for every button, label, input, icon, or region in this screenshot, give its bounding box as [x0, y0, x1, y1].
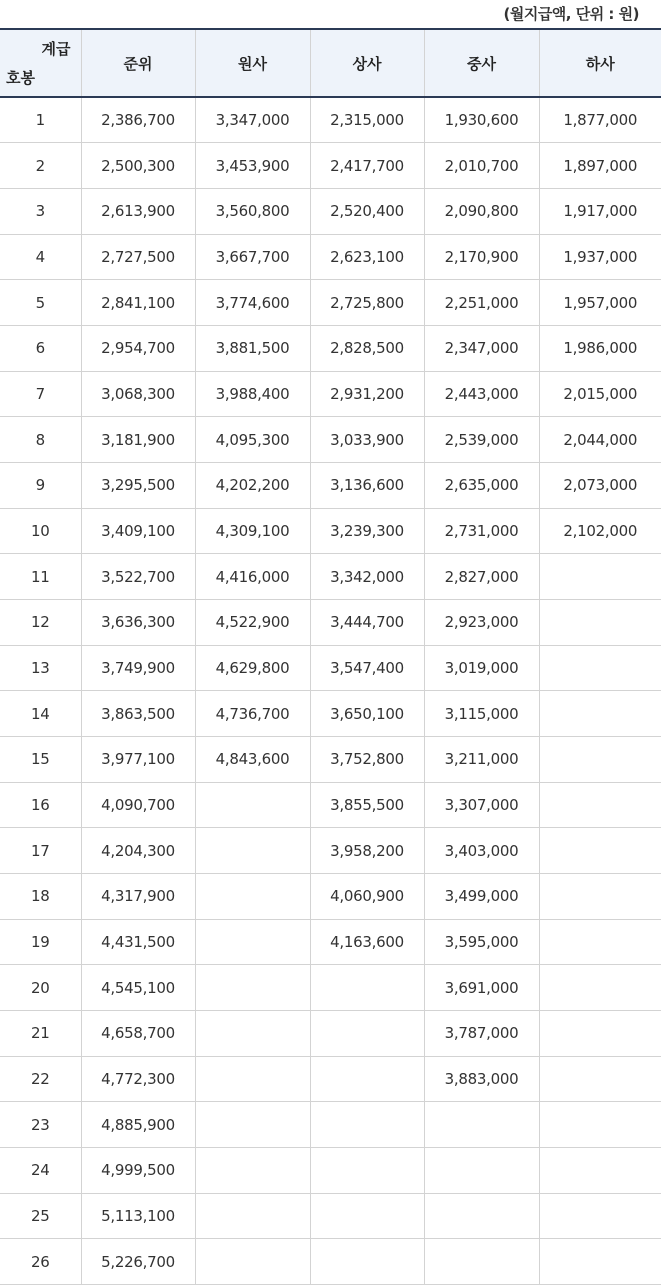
pay-cell [539, 1193, 661, 1239]
pay-cell: 1,937,000 [539, 234, 661, 280]
pay-cell: 3,522,700 [81, 554, 195, 600]
pay-cell [195, 782, 310, 828]
table-row [0, 143, 661, 189]
pay-cell: 2,010,700 [424, 143, 539, 189]
step-cell: 11 [0, 554, 81, 600]
pay-cell [195, 1102, 310, 1148]
pay-cell: 4,416,000 [195, 554, 310, 600]
pay-cell: 2,635,000 [424, 462, 539, 508]
table-row [0, 417, 661, 463]
pay-cell: 3,547,400 [310, 645, 424, 691]
step-cell: 8 [0, 417, 81, 463]
rank-header-warrant-officer: 준위 [81, 29, 195, 97]
step-cell: 3 [0, 188, 81, 234]
step-cell: 15 [0, 736, 81, 782]
pay-cell: 2,539,000 [424, 417, 539, 463]
pay-cell: 3,136,600 [310, 462, 424, 508]
pay-cell: 1,877,000 [539, 97, 661, 143]
rank-header-sergeant: 하사 [539, 29, 661, 97]
pay-cell: 4,431,500 [81, 919, 195, 965]
pay-cell: 3,774,600 [195, 280, 310, 326]
pay-cell: 4,999,500 [81, 1147, 195, 1193]
pay-cell: 3,977,100 [81, 736, 195, 782]
pay-cell: 2,923,000 [424, 599, 539, 645]
pay-cell: 5,113,100 [81, 1193, 195, 1239]
pay-cell: 4,060,900 [310, 873, 424, 919]
pay-cell: 3,787,000 [424, 1010, 539, 1056]
rank-header-staff-sergeant: 중사 [424, 29, 539, 97]
pay-cell: 3,560,800 [195, 188, 310, 234]
pay-cell [539, 645, 661, 691]
pay-cell: 3,239,300 [310, 508, 424, 554]
pay-cell [539, 1010, 661, 1056]
pay-cell: 4,843,600 [195, 736, 310, 782]
table-row [0, 873, 661, 919]
pay-cell: 3,752,800 [310, 736, 424, 782]
table-row [0, 1193, 661, 1239]
step-cell: 14 [0, 691, 81, 737]
pay-cell [539, 828, 661, 874]
step-cell: 23 [0, 1102, 81, 1148]
pay-cell: 3,033,900 [310, 417, 424, 463]
pay-cell: 2,386,700 [81, 97, 195, 143]
step-cell: 16 [0, 782, 81, 828]
pay-cell: 3,403,000 [424, 828, 539, 874]
pay-cell: 1,930,600 [424, 97, 539, 143]
pay-cell: 3,883,000 [424, 1056, 539, 1102]
pay-cell: 3,295,500 [81, 462, 195, 508]
pay-cell: 2,731,000 [424, 508, 539, 554]
table-row [0, 325, 661, 371]
pay-cell [424, 1239, 539, 1285]
pay-cell: 2,727,500 [81, 234, 195, 280]
pay-cell: 2,044,000 [539, 417, 661, 463]
step-cell: 18 [0, 873, 81, 919]
step-cell: 12 [0, 599, 81, 645]
table-header [0, 29, 661, 97]
table-row [0, 919, 661, 965]
pay-cell [539, 691, 661, 737]
step-cell: 19 [0, 919, 81, 965]
pay-cell: 4,090,700 [81, 782, 195, 828]
step-cell: 2 [0, 143, 81, 189]
corner-header-cell [0, 29, 81, 97]
pay-cell: 2,347,000 [424, 325, 539, 371]
step-cell: 24 [0, 1147, 81, 1193]
pay-cell: 3,881,500 [195, 325, 310, 371]
pay-cell [195, 1147, 310, 1193]
pay-cell: 2,015,000 [539, 371, 661, 417]
pay-cell: 2,841,100 [81, 280, 195, 326]
pay-cell: 2,417,700 [310, 143, 424, 189]
pay-cell: 2,828,500 [310, 325, 424, 371]
pay-cell [539, 965, 661, 1011]
table-row [0, 188, 661, 234]
pay-cell: 2,073,000 [539, 462, 661, 508]
pay-cell: 2,500,300 [81, 143, 195, 189]
table-row [0, 462, 661, 508]
pay-cell: 1,986,000 [539, 325, 661, 371]
pay-cell: 3,691,000 [424, 965, 539, 1011]
pay-cell [310, 1239, 424, 1285]
pay-cell: 3,068,300 [81, 371, 195, 417]
pay-cell: 1,917,000 [539, 188, 661, 234]
table-row [0, 782, 661, 828]
pay-cell: 4,204,300 [81, 828, 195, 874]
table-row [0, 1056, 661, 1102]
pay-cell: 4,202,200 [195, 462, 310, 508]
pay-cell: 3,667,700 [195, 234, 310, 280]
pay-cell [539, 782, 661, 828]
unit-note: (월지급액, 단위 : 원) [503, 5, 639, 23]
step-cell: 7 [0, 371, 81, 417]
pay-cell [195, 1010, 310, 1056]
step-cell: 4 [0, 234, 81, 280]
pay-cell [539, 736, 661, 782]
pay-cell: 3,499,000 [424, 873, 539, 919]
table-row [0, 965, 661, 1011]
table-row [0, 1239, 661, 1285]
pay-cell [539, 599, 661, 645]
pay-cell: 2,170,900 [424, 234, 539, 280]
table-row [0, 1147, 661, 1193]
header-row [0, 29, 661, 97]
pay-cell: 2,954,700 [81, 325, 195, 371]
pay-cell: 3,958,200 [310, 828, 424, 874]
pay-cell: 3,749,900 [81, 645, 195, 691]
step-cell: 5 [0, 280, 81, 326]
step-cell: 6 [0, 325, 81, 371]
table-row [0, 691, 661, 737]
pay-cell: 4,545,100 [81, 965, 195, 1011]
pay-cell [195, 828, 310, 874]
pay-cell: 1,957,000 [539, 280, 661, 326]
pay-cell [195, 1056, 310, 1102]
pay-cell: 3,347,000 [195, 97, 310, 143]
pay-cell: 3,988,400 [195, 371, 310, 417]
pay-cell: 4,885,900 [81, 1102, 195, 1148]
pay-cell: 4,163,600 [310, 919, 424, 965]
pay-cell: 3,019,000 [424, 645, 539, 691]
table-row [0, 736, 661, 782]
pay-cell [310, 1010, 424, 1056]
pay-cell: 4,658,700 [81, 1010, 195, 1056]
step-cell: 25 [0, 1193, 81, 1239]
pay-cell: 2,623,100 [310, 234, 424, 280]
step-cell: 13 [0, 645, 81, 691]
step-axis-label: 호봉 [6, 69, 35, 87]
pay-cell [539, 1102, 661, 1148]
pay-cell [539, 1056, 661, 1102]
pay-cell: 4,629,800 [195, 645, 310, 691]
table-row [0, 1010, 661, 1056]
pay-cell: 4,317,900 [81, 873, 195, 919]
pay-cell: 2,102,000 [539, 508, 661, 554]
rank-axis-label: 계급 [41, 40, 71, 58]
pay-cell [539, 919, 661, 965]
pay-cell: 2,251,000 [424, 280, 539, 326]
table-row [0, 1102, 661, 1148]
table-row [0, 508, 661, 554]
table-row [0, 371, 661, 417]
step-cell: 21 [0, 1010, 81, 1056]
pay-cell [539, 554, 661, 600]
pay-cell: 2,090,800 [424, 188, 539, 234]
table-row [0, 645, 661, 691]
pay-cell: 2,315,000 [310, 97, 424, 143]
step-cell: 26 [0, 1239, 81, 1285]
step-cell: 20 [0, 965, 81, 1011]
pay-cell: 3,453,900 [195, 143, 310, 189]
table-row [0, 828, 661, 874]
pay-cell: 2,931,200 [310, 371, 424, 417]
pay-cell: 3,444,700 [310, 599, 424, 645]
pay-cell [424, 1193, 539, 1239]
pay-cell: 3,115,000 [424, 691, 539, 737]
pay-cell: 3,855,500 [310, 782, 424, 828]
pay-cell: 2,613,900 [81, 188, 195, 234]
pay-cell: 4,309,100 [195, 508, 310, 554]
pay-cell [195, 1239, 310, 1285]
pay-cell: 3,409,100 [81, 508, 195, 554]
pay-cell: 3,181,900 [81, 417, 195, 463]
pay-cell [539, 1147, 661, 1193]
pay-cell: 4,736,700 [195, 691, 310, 737]
step-cell: 17 [0, 828, 81, 874]
pay-cell [424, 1147, 539, 1193]
pay-cell [195, 873, 310, 919]
pay-cell: 4,522,900 [195, 599, 310, 645]
pay-cell [424, 1102, 539, 1148]
pay-cell: 3,636,300 [81, 599, 195, 645]
step-cell: 1 [0, 97, 81, 143]
pay-cell [310, 965, 424, 1011]
table-body [0, 97, 661, 1284]
pay-cell: 1,897,000 [539, 143, 661, 189]
pay-cell: 3,307,000 [424, 782, 539, 828]
pay-cell: 3,650,100 [310, 691, 424, 737]
pay-cell: 3,342,000 [310, 554, 424, 600]
pay-cell: 4,772,300 [81, 1056, 195, 1102]
step-cell: 9 [0, 462, 81, 508]
rank-header-master-sergeant: 원사 [195, 29, 310, 97]
table-row [0, 554, 661, 600]
step-cell: 10 [0, 508, 81, 554]
pay-cell: 2,443,000 [424, 371, 539, 417]
pay-cell [195, 919, 310, 965]
pay-cell [310, 1056, 424, 1102]
pay-cell: 2,827,000 [424, 554, 539, 600]
pay-cell: 2,725,800 [310, 280, 424, 326]
pay-cell [310, 1147, 424, 1193]
table-row [0, 280, 661, 326]
rank-header-sergeant-first-class: 상사 [310, 29, 424, 97]
pay-cell: 3,595,000 [424, 919, 539, 965]
step-cell: 22 [0, 1056, 81, 1102]
pay-cell [310, 1102, 424, 1148]
pay-cell [539, 1239, 661, 1285]
pay-cell [195, 1193, 310, 1239]
pay-cell [310, 1193, 424, 1239]
table-row [0, 599, 661, 645]
pay-cell: 4,095,300 [195, 417, 310, 463]
pay-cell [195, 965, 310, 1011]
pay-cell: 5,226,700 [81, 1239, 195, 1285]
table-row [0, 234, 661, 280]
pay-cell: 2,520,400 [310, 188, 424, 234]
pay-cell: 3,211,000 [424, 736, 539, 782]
pay-table [0, 28, 661, 1285]
pay-cell [539, 873, 661, 919]
pay-cell: 3,863,500 [81, 691, 195, 737]
table-row [0, 97, 661, 143]
